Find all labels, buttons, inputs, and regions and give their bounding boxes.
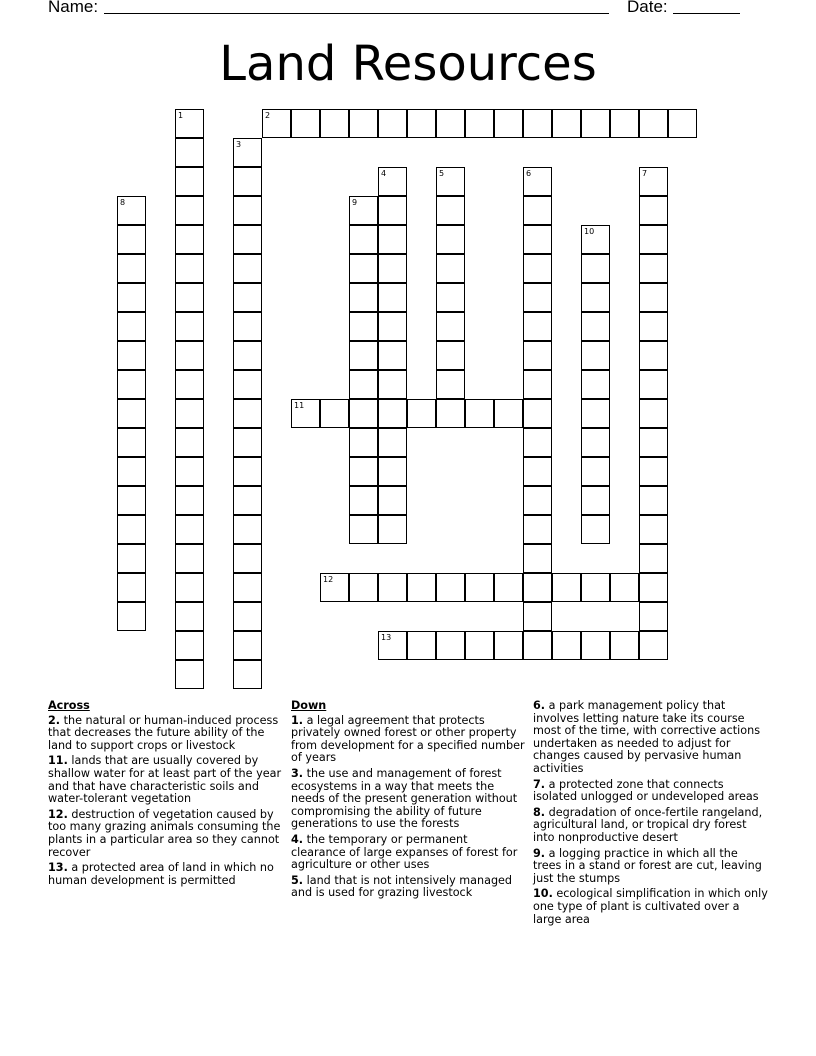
crossword-cell[interactable]	[175, 196, 204, 225]
down-heading: Down	[291, 699, 327, 712]
clue-item-text: lands that are usually covered by shallow water for at least part of the year and that have characteristic soils and water-tolerant vegetation	[48, 754, 282, 806]
crossword-cell[interactable]	[494, 573, 523, 602]
crossword-cell[interactable]	[523, 370, 552, 399]
crossword-cell[interactable]	[436, 399, 465, 428]
clue-number: 2	[265, 111, 271, 120]
across-clue-list	[48, 715, 282, 888]
clue-item	[533, 888, 769, 926]
crossword-cell[interactable]	[436, 341, 465, 370]
clue-item-number: 5.	[291, 873, 304, 887]
crossword-cell[interactable]	[436, 631, 465, 660]
crossword-cell[interactable]	[175, 486, 204, 515]
crossword-cell[interactable]	[465, 109, 494, 138]
crossword-cell[interactable]	[349, 196, 378, 225]
clue-number: 3	[236, 140, 242, 149]
crossword-cell[interactable]	[581, 631, 610, 660]
clue-item-text: ecological simplification in which only one type of plant is cultivated over a large area	[533, 887, 768, 926]
crossword-cell[interactable]	[407, 631, 436, 660]
crossword-cell[interactable]	[552, 631, 581, 660]
across-clues-column	[48, 700, 282, 890]
crossword-cell[interactable]	[378, 341, 407, 370]
crossword-cell[interactable]	[233, 312, 262, 341]
name-label: Name:	[48, 0, 99, 16]
clue-item-text: a protected area of land in which no human development is permitted	[48, 861, 274, 887]
crossword-cell[interactable]	[233, 196, 262, 225]
clue-number: 7	[642, 169, 648, 178]
crossword-cell[interactable]	[552, 573, 581, 602]
crossword-cell[interactable]	[175, 370, 204, 399]
clue-item-text: the temporary or permanent clearance of large expanses of forest for agriculture or other uses	[291, 832, 518, 872]
clue-item-text: a park management policy that involves letting nature take its course most of the time, with corrective actions undertaken as needed to adjust for changes caused by pervasive human activities	[533, 699, 761, 775]
crossword-cell[interactable]	[523, 254, 552, 283]
clue-item-text: degradation of once-fertile rangeland, agricultural land, or tropical dry forest into nonproductive desert	[533, 805, 763, 844]
crossword-cell[interactable]	[378, 486, 407, 515]
crossword-cell[interactable]	[175, 109, 204, 138]
clue-item-text: a legal agreement that protects privately owned forest or other property from development for a specified number of years	[291, 713, 525, 765]
crossword-cell[interactable]	[117, 312, 146, 341]
clue-item	[48, 809, 282, 859]
crossword-cell[interactable]	[639, 399, 668, 428]
crossword-cell[interactable]	[378, 428, 407, 457]
crossword-cell[interactable]	[581, 573, 610, 602]
crossword-cell[interactable]	[523, 109, 552, 138]
crossword-cell[interactable]	[233, 660, 262, 689]
clue-item-number: 9.	[533, 846, 546, 860]
clue-item-number: 7.	[533, 777, 546, 791]
crossword-cell[interactable]	[233, 486, 262, 515]
crossword-cell[interactable]	[523, 573, 552, 602]
crossword-cell[interactable]	[436, 283, 465, 312]
crossword-cell[interactable]	[291, 109, 320, 138]
clue-item	[533, 848, 769, 886]
crossword-cell[interactable]	[523, 341, 552, 370]
crossword-cell[interactable]	[233, 428, 262, 457]
crossword-cell[interactable]	[639, 109, 668, 138]
crossword-cell[interactable]	[349, 312, 378, 341]
crossword-cell[interactable]	[320, 399, 349, 428]
crossword-cell[interactable]	[639, 167, 668, 196]
crossword-cell[interactable]	[378, 167, 407, 196]
crossword-cell[interactable]	[436, 573, 465, 602]
crossword-cell[interactable]	[407, 399, 436, 428]
crossword-cell[interactable]	[233, 515, 262, 544]
crossword-cell[interactable]	[407, 109, 436, 138]
clue-item-text: the natural or human-induced process that decreases the future ability of the land to support crops or livestock	[48, 713, 279, 752]
down-clue-list-continued	[533, 700, 769, 926]
crossword-cell[interactable]	[233, 167, 262, 196]
crossword-cell[interactable]	[378, 399, 407, 428]
clue-item	[533, 700, 769, 776]
clue-item	[48, 755, 282, 805]
crossword-cell[interactable]	[117, 457, 146, 486]
clue-item-number: 12.	[48, 807, 68, 821]
crossword-cell[interactable]	[378, 515, 407, 544]
crossword-cell[interactable]	[349, 109, 378, 138]
crossword-cell[interactable]	[175, 312, 204, 341]
crossword-cell[interactable]	[233, 138, 262, 167]
crossword-cell[interactable]	[175, 138, 204, 167]
crossword-cell[interactable]	[175, 225, 204, 254]
crossword-cell[interactable]	[523, 515, 552, 544]
crossword-cell[interactable]	[175, 341, 204, 370]
crossword-cell[interactable]	[117, 602, 146, 631]
crossword-cell[interactable]	[175, 428, 204, 457]
crossword-cell[interactable]	[349, 399, 378, 428]
crossword-cell[interactable]	[581, 399, 610, 428]
crossword-cell[interactable]	[465, 573, 494, 602]
crossword-cell[interactable]	[436, 196, 465, 225]
crossword-cell[interactable]	[175, 631, 204, 660]
crossword-cell[interactable]	[639, 602, 668, 631]
clue-number: 4	[381, 169, 387, 178]
crossword-cell[interactable]	[233, 544, 262, 573]
crossword-cell[interactable]	[117, 254, 146, 283]
crossword-cell[interactable]	[639, 254, 668, 283]
crossword-cell[interactable]	[233, 283, 262, 312]
crossword-cell[interactable]	[349, 428, 378, 457]
crossword-cell[interactable]	[349, 370, 378, 399]
crossword-cell[interactable]	[610, 573, 639, 602]
clue-number: 12	[323, 575, 334, 584]
clue-item-text: a protected zone that connects isolated unlogged or undeveloped areas	[533, 777, 759, 804]
across-heading: Across	[48, 699, 90, 712]
crossword-cell[interactable]	[465, 631, 494, 660]
clue-number: 11	[294, 401, 305, 410]
crossword-cell[interactable]	[523, 602, 552, 631]
crossword-cell[interactable]	[378, 457, 407, 486]
crossword-cell[interactable]	[494, 399, 523, 428]
crossword-cell[interactable]	[117, 515, 146, 544]
clue-number: 8	[120, 198, 126, 207]
crossword-cell[interactable]	[639, 515, 668, 544]
crossword-cell[interactable]	[233, 602, 262, 631]
crossword-cell[interactable]	[581, 457, 610, 486]
crossword-cell[interactable]	[523, 544, 552, 573]
crossword-cell[interactable]	[175, 660, 204, 689]
crossword-cell[interactable]	[117, 370, 146, 399]
crossword-cell[interactable]	[639, 341, 668, 370]
crossword-cell[interactable]	[117, 573, 146, 602]
crossword-cell[interactable]	[378, 109, 407, 138]
crossword-cell[interactable]	[262, 109, 291, 138]
crossword-cell[interactable]	[581, 254, 610, 283]
down-clue-list	[291, 715, 525, 900]
crossword-cell[interactable]	[523, 225, 552, 254]
crossword-cell[interactable]	[581, 428, 610, 457]
crossword-cell[interactable]	[639, 457, 668, 486]
crossword-cell[interactable]	[552, 109, 581, 138]
crossword-cell[interactable]	[436, 312, 465, 341]
crossword-cell[interactable]	[436, 254, 465, 283]
crossword-cell[interactable]	[465, 399, 494, 428]
crossword-cell[interactable]	[436, 167, 465, 196]
page-title: Land Resources	[219, 36, 597, 92]
clue-number: 1	[178, 111, 184, 120]
crossword-cell[interactable]	[117, 486, 146, 515]
crossword-cell[interactable]	[349, 573, 378, 602]
crossword-cell[interactable]	[175, 544, 204, 573]
crossword-cell[interactable]	[639, 370, 668, 399]
clue-item	[533, 807, 769, 845]
crossword-cell[interactable]	[233, 254, 262, 283]
crossword-cell[interactable]	[117, 544, 146, 573]
crossword-cell[interactable]	[291, 399, 320, 428]
crossword-cell[interactable]	[639, 631, 668, 660]
clue-item-number: 1.	[291, 713, 304, 727]
clue-item	[291, 768, 525, 831]
crossword-cell[interactable]	[378, 196, 407, 225]
crossword-cell[interactable]	[320, 573, 349, 602]
crossword-cell[interactable]	[175, 602, 204, 631]
crossword-cell[interactable]	[117, 428, 146, 457]
crossword-cell[interactable]	[117, 225, 146, 254]
crossword-cell[interactable]	[349, 225, 378, 254]
crossword-cell[interactable]	[581, 515, 610, 544]
crossword-cell[interactable]	[436, 109, 465, 138]
crossword-cell[interactable]	[117, 283, 146, 312]
clue-item	[533, 779, 769, 804]
crossword-cell[interactable]	[436, 225, 465, 254]
date-label: Date:	[627, 0, 668, 16]
crossword-cell[interactable]	[436, 370, 465, 399]
clue-number: 5	[439, 169, 445, 178]
clue-item-number: 4.	[291, 832, 304, 846]
crossword-cell[interactable]	[581, 109, 610, 138]
down-clues-column	[291, 700, 525, 903]
clue-number: 9	[352, 198, 358, 207]
crossword-cell[interactable]	[349, 283, 378, 312]
crossword-cell[interactable]	[175, 515, 204, 544]
crossword-cell[interactable]	[523, 457, 552, 486]
crossword-cell[interactable]	[581, 370, 610, 399]
crossword-cell[interactable]	[523, 167, 552, 196]
crossword-cell[interactable]	[175, 283, 204, 312]
crossword-cell[interactable]	[581, 283, 610, 312]
clue-item-number: 10.	[533, 887, 553, 901]
clue-item-number: 2.	[48, 713, 61, 727]
clue-item	[48, 862, 282, 887]
clue-item-number: 6.	[533, 699, 546, 712]
crossword-cell[interactable]	[581, 341, 610, 370]
crossword-cell[interactable]	[523, 196, 552, 225]
crossword-cell[interactable]	[378, 631, 407, 660]
crossword-cell[interactable]	[349, 254, 378, 283]
crossword-cell[interactable]	[233, 370, 262, 399]
crossword-cell[interactable]	[175, 573, 204, 602]
clue-number: 13	[381, 633, 392, 642]
crossword-cell[interactable]	[523, 486, 552, 515]
clue-item	[48, 715, 282, 753]
crossword-cell[interactable]	[233, 341, 262, 370]
crossword-cell[interactable]	[233, 225, 262, 254]
crossword-cell[interactable]	[581, 312, 610, 341]
crossword-cell[interactable]	[639, 312, 668, 341]
crossword-cell[interactable]	[523, 312, 552, 341]
crossword-cell[interactable]	[639, 225, 668, 254]
crossword-cell[interactable]	[349, 486, 378, 515]
crossword-cell[interactable]	[175, 399, 204, 428]
crossword-cell[interactable]	[378, 225, 407, 254]
clue-item-number: 13.	[48, 861, 68, 875]
crossword-cell[interactable]	[233, 457, 262, 486]
crossword-cell[interactable]	[349, 341, 378, 370]
crossword-cell[interactable]	[494, 631, 523, 660]
crossword-cell[interactable]	[581, 486, 610, 515]
crossword-cell[interactable]	[233, 573, 262, 602]
crossword-cell[interactable]	[639, 428, 668, 457]
crossword-cell[interactable]	[523, 399, 552, 428]
clue-item-number: 8.	[533, 805, 546, 819]
clue-number: 6	[526, 169, 532, 178]
clue-item-number: 3.	[291, 766, 304, 780]
crossword-cell[interactable]	[349, 457, 378, 486]
crossword-cell[interactable]	[639, 196, 668, 225]
crossword-cell[interactable]	[639, 573, 668, 602]
crossword-cell[interactable]	[233, 399, 262, 428]
crossword-cell[interactable]	[175, 254, 204, 283]
crossword-cell[interactable]	[494, 109, 523, 138]
crossword-cell[interactable]	[117, 196, 146, 225]
crossword-cell[interactable]	[378, 283, 407, 312]
crossword-cell[interactable]	[117, 399, 146, 428]
down-clues-column-continued	[533, 700, 769, 929]
clue-item	[291, 875, 525, 900]
crossword-cell[interactable]	[523, 631, 552, 660]
crossword-cell[interactable]	[233, 631, 262, 660]
crossword-cell[interactable]	[668, 109, 697, 138]
crossword-cell[interactable]	[320, 109, 349, 138]
crossword-cell[interactable]	[175, 167, 204, 196]
clue-item-text: land that is not intensively managed and is used for grazing livestock	[291, 873, 513, 900]
clue-number: 10	[584, 227, 595, 236]
clue-item-text: a logging practice in which all the trees in a stand or forest are cut, leaving just the stumps	[533, 846, 762, 885]
crossword-cell[interactable]	[378, 254, 407, 283]
crossword-cell[interactable]	[378, 573, 407, 602]
crossword-cell[interactable]	[407, 573, 436, 602]
clue-item-text: the use and management of forest ecosystems in a way that meets the needs of the present generation without compromising the ability of future generations to use the forests	[291, 766, 518, 831]
crossword-cell[interactable]	[523, 428, 552, 457]
crossword-cell[interactable]	[175, 457, 204, 486]
clue-item	[291, 834, 525, 872]
crossword-cell[interactable]	[378, 312, 407, 341]
clue-item	[291, 715, 525, 765]
clue-item-number: 11.	[48, 754, 68, 768]
crossword-cell[interactable]	[639, 486, 668, 515]
crossword-cell[interactable]	[639, 283, 668, 312]
crossword-cell[interactable]	[581, 225, 610, 254]
crossword-cell[interactable]	[117, 341, 146, 370]
crossword-cell[interactable]	[610, 109, 639, 138]
clue-item-text: destruction of vegetation caused by too many grazing animals consuming the plants in a particular area so they cannot recover	[48, 807, 281, 859]
crossword-cell[interactable]	[610, 631, 639, 660]
crossword-cell[interactable]	[639, 544, 668, 573]
crossword-cell[interactable]	[349, 515, 378, 544]
crossword-cell[interactable]	[378, 370, 407, 399]
crossword-cell[interactable]	[523, 283, 552, 312]
